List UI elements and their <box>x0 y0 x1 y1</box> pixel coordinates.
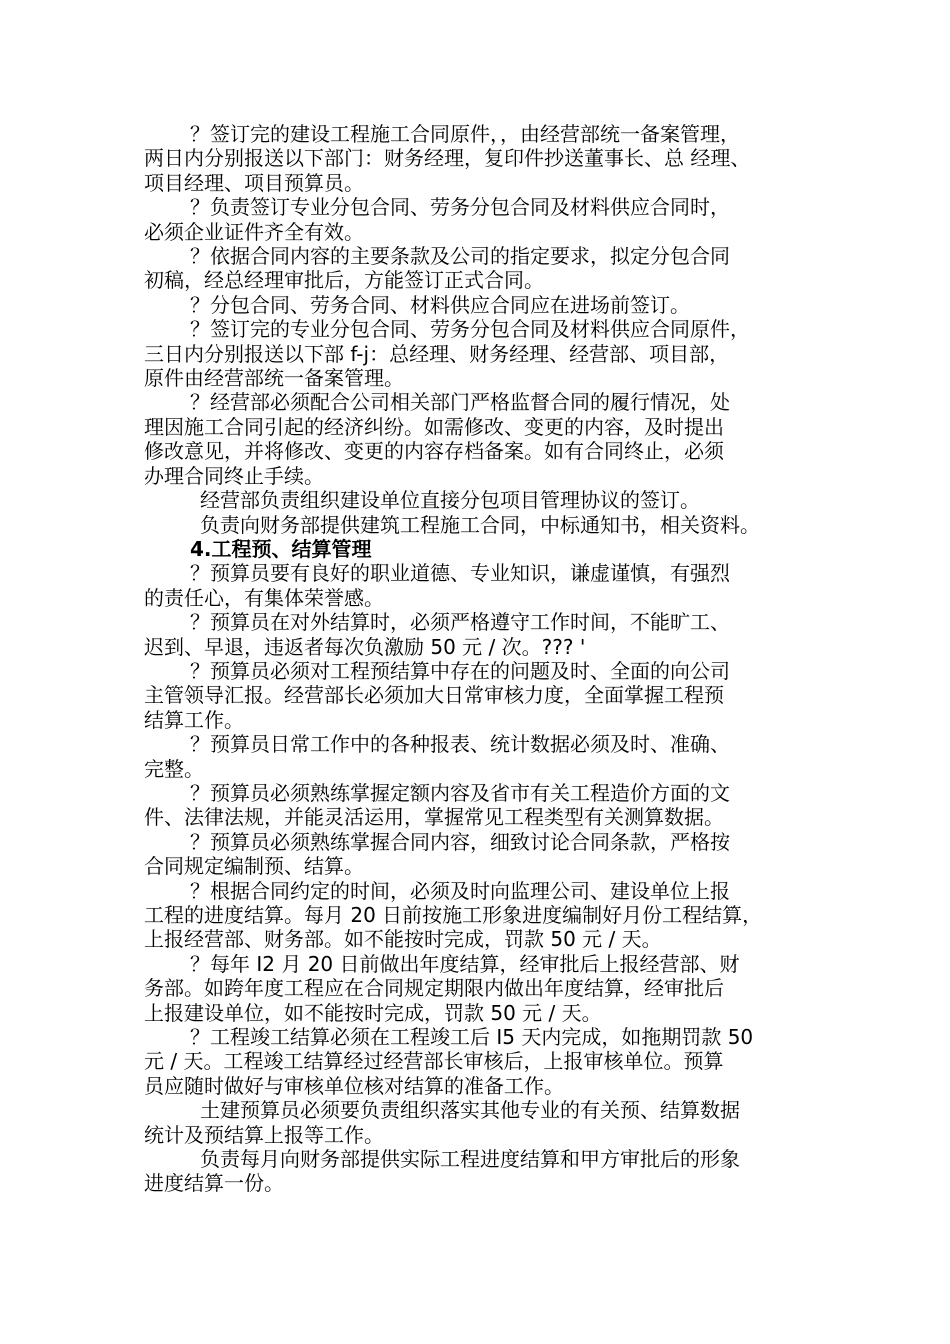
text-line: 工程的进度结算。每月 20 日前按施工形象进度编制好月份工程结算， <box>144 903 763 927</box>
heading-text: 4.工程预、结算管理 <box>190 536 372 561</box>
text-line: 进度结算一份。 <box>144 1171 284 1196</box>
paragraph-civil-budgeter <box>144 1098 824 1147</box>
text-line: 员应随时做好与审核单位核对结算的准备工作。 <box>144 1073 564 1098</box>
text-line: ？预算员在对外结算时，必须严格遵守工作时间，不能旷工、 <box>190 610 730 635</box>
paragraph-progress-settlement <box>144 879 824 952</box>
paragraph-completion-settlement <box>144 1025 824 1098</box>
section-heading <box>144 537 824 561</box>
paragraph-annual-settlement <box>144 952 824 1025</box>
paragraph-contract-filing <box>144 122 824 195</box>
paragraph-contract-supervision <box>144 390 824 488</box>
paragraph-finance-documents <box>144 513 824 537</box>
text-line: ？负责签订专业分包合同、劳务分包合同及材料供应合同时， <box>190 195 730 220</box>
text-line: 迟到、早退，违返者每次负激励 50 元 / 次。??? ' <box>144 634 586 659</box>
text-line: 上报建设单位，如不能按时完成，罚款 50 元 / 天。 <box>144 1000 602 1025</box>
text-line: ？预算员要有良好的职业道德、专业知识，谦虚谨慎，有强烈 <box>190 561 730 586</box>
paragraph-reports-accuracy <box>144 732 824 781</box>
text-line: 理因施工合同引起的经济纠纷。如需修改、变更的内容，及时提出 <box>144 414 724 439</box>
text-line: ？预算员日常工作中的各种报表、统计数据必须及时、准确、 <box>190 732 730 757</box>
text-line: ？预算员必须熟练掌握合同内容，细致讨论合同条款，严格按 <box>190 829 730 854</box>
paragraph-monthly-report <box>144 1147 824 1196</box>
text-line: 元 / 天。工程竣工结算经过经营部长审核后，上报审核单位。预算 <box>144 1049 724 1074</box>
document-body <box>144 122 824 1196</box>
text-line: 主管领导汇报。经营部长必须加大日常审核力度，全面掌握工程预 <box>144 683 724 708</box>
text-line: ？签订完的建设工程施工合同原件，，由经营部统一备案管理， <box>190 122 740 146</box>
text-line: 必须企业证件齐全有效。 <box>144 219 364 244</box>
text-line: 经营部负责组织建设单位直接分包项目管理协议的签订。 <box>200 488 700 513</box>
text-line: 统计及预结算上报等工作。 <box>144 1122 384 1147</box>
text-line: 两日内分别报送以下部门：财务经理，复印件抄送董事长、总 经理、 <box>144 146 751 171</box>
text-line: 完整。 <box>144 756 204 781</box>
text-line: 的责任心，有集体荣誉感。 <box>144 585 384 610</box>
text-line: ？经营部必须配合公司相关部门严格监督合同的履行情况，处 <box>190 390 730 415</box>
paragraph-work-hours <box>144 610 824 659</box>
text-line: ？签订完的专业分包合同、劳务分包合同及材料供应合同原件， <box>190 317 750 342</box>
text-line: 结算工作。 <box>144 707 244 732</box>
text-line: 上报经营部、财务部。如不能按时完成，罚款 50 元 / 天。 <box>144 927 662 952</box>
text-line: 土建预算员必须要负责组织落实其他专业的有关预、结算数据 <box>200 1098 740 1123</box>
paragraph-direct-subcontract <box>144 488 824 512</box>
paragraph-quota-knowledge <box>144 781 824 830</box>
text-line: 负责每月向财务部提供实际工程进度结算和甲方审批后的形象 <box>200 1147 740 1172</box>
text-line: ？每年 I2 月 20 日前做出年度结算，经审批后上报经营部、财 <box>190 951 740 976</box>
text-line: 办理合同终止手续。 <box>144 463 324 488</box>
text-line: 修改意见，并将修改、变更的内容存档备案。如有合同终止，必须 <box>144 439 724 464</box>
text-line: ？预算员必须熟练掌握定额内容及省市有关工程造价方面的文 <box>190 780 730 805</box>
paragraph-subcontract-filing <box>144 317 824 390</box>
text-line: 负责向财务部提供建筑工程施工合同，中标通知书，相关资料。 <box>200 512 760 537</box>
paragraph-report-issues <box>144 659 824 732</box>
text-line: 项目经理、项目预算员。 <box>144 170 364 195</box>
text-line: ？分包合同、劳务合同、材料供应合同应在进场前签订。 <box>190 292 690 317</box>
text-line: 初稿，经总经理审批后，方能签订正式合同。 <box>144 268 544 293</box>
text-line: ？预算员必须对工程预结算中存在的问题及时、全面的向公司 <box>190 658 730 683</box>
text-line: 原件由经营部统一备案管理。 <box>144 366 404 391</box>
text-line: ？依据合同内容的主要条款及公司的指定要求，拟定分包合同 <box>190 244 730 269</box>
text-line: 三日内分别报送以下部 f-j：总经理、财务经理、经营部、项目部， <box>144 341 730 366</box>
text-line: 务部。如跨年度工程应在合同规定期限内做出年度结算，经审批后 <box>144 976 724 1001</box>
paragraph-subcontract-signing <box>144 195 824 244</box>
text-line: 合同规定编制预、结算。 <box>144 854 364 879</box>
paragraph-contract-knowledge <box>144 830 824 879</box>
text-line: ？工程竣工结算必须在工程竣工后 I5 天内完成，如拖期罚款 50 <box>190 1025 754 1050</box>
text-line: 件、法律法规，并能灵活运用，掌握常见工程类型有关测算数据。 <box>144 805 724 830</box>
paragraph-draft-contract <box>144 244 824 293</box>
paragraph-budgeter-ethics <box>144 561 824 610</box>
text-line: ？根据合同约定的时间，必须及时向监理公司、建设单位上报 <box>190 878 730 903</box>
paragraph-sign-before-entry <box>144 293 824 317</box>
